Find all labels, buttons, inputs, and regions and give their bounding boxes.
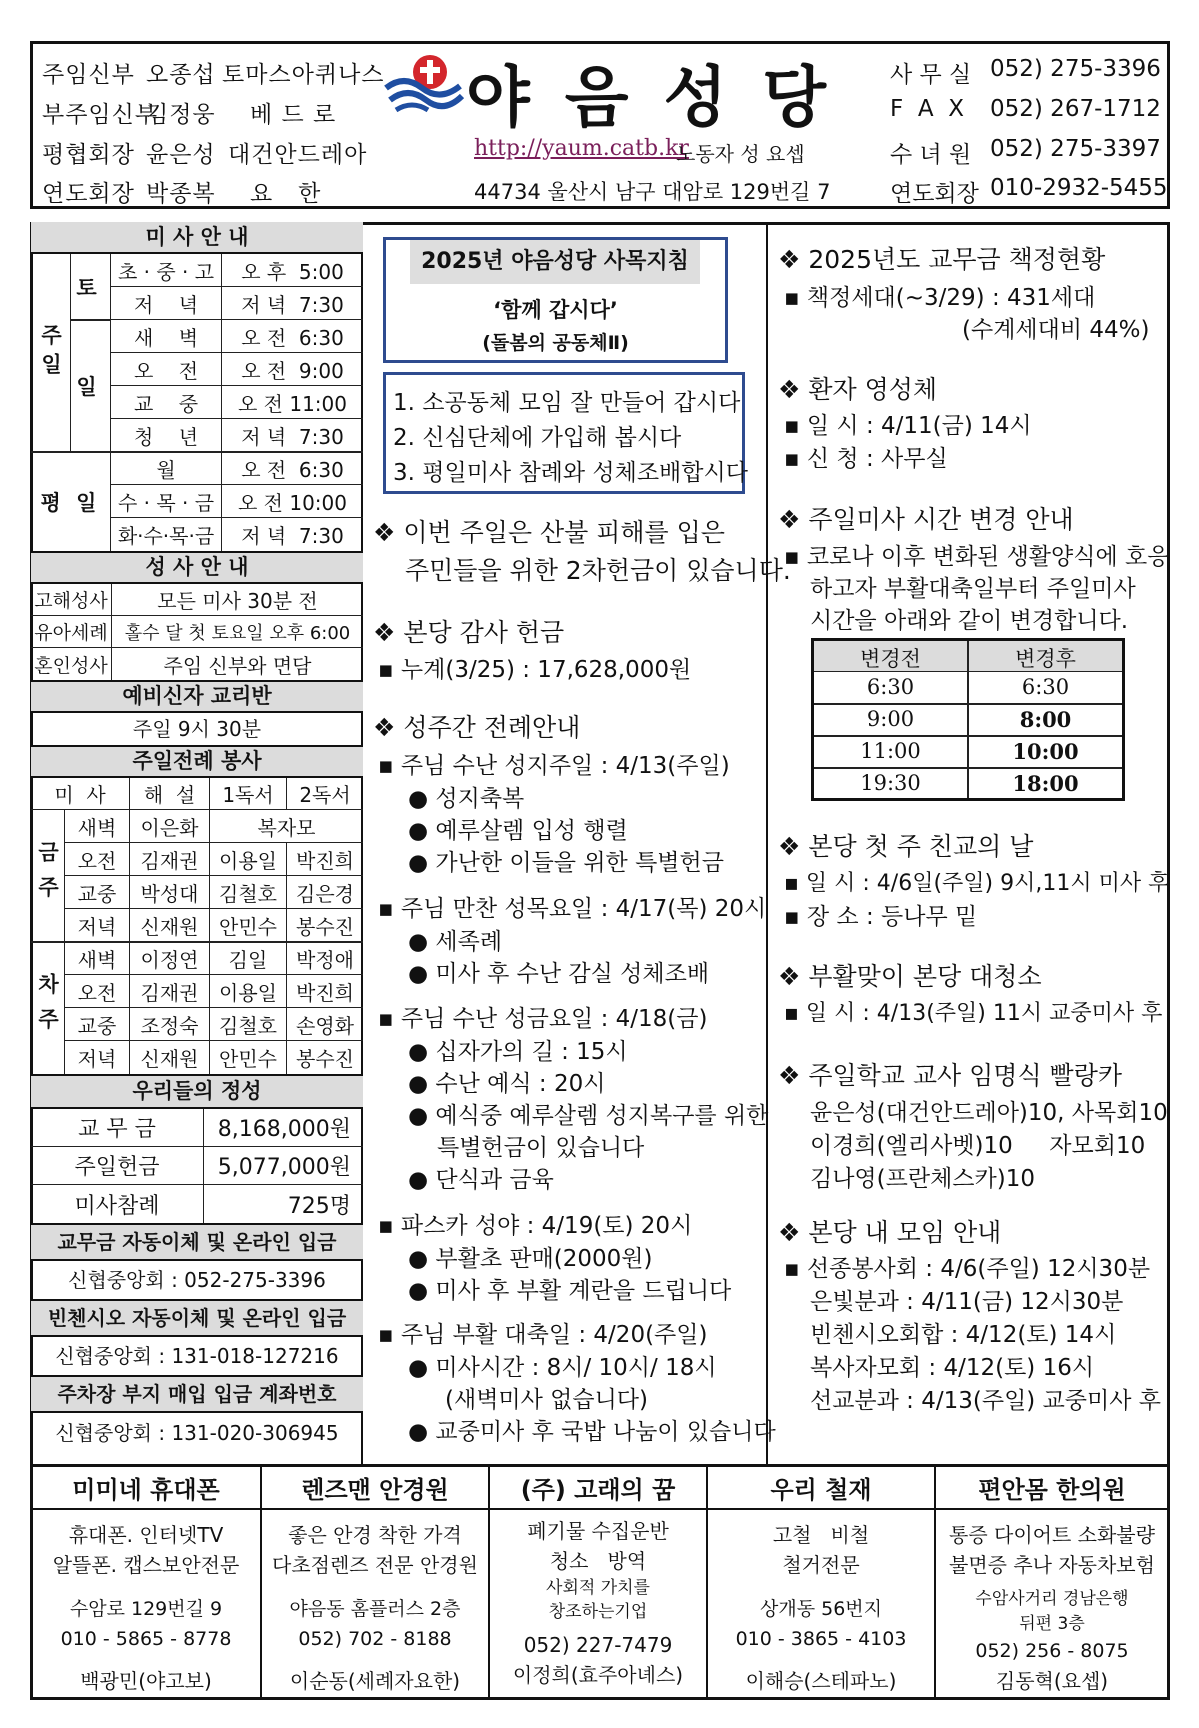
mass-group: 교 중 (133, 391, 199, 416)
mass-group: 오 전 (133, 358, 199, 383)
mass-row (111, 485, 363, 518)
time-before: 6:30 (866, 675, 915, 699)
section-title: ❖ 주일학교 교사 임명식 빨랑카 (778, 1061, 1123, 1090)
section-title-text: 환자 영성체 (808, 375, 938, 404)
service-reader1: 이용일 (209, 975, 286, 1007)
subitem-text: 특별헌금이 있습니다 (437, 1135, 645, 1161)
section-header: 예비신자 교리반 (31, 680, 363, 713)
mass-time: 저 녁 7:30 (221, 419, 363, 451)
fellowship-item: ▪ 일 시 : 4/6일(주일) 9시,11시 미사 후 (784, 871, 1170, 896)
bank-account: 신협중앙회 : 131-020-306945 (55, 1421, 339, 1445)
thanks-total: ▪ 누계(3/25) : 17,628,000원 (378, 657, 692, 683)
liturgy-subitem: ● 미사시간 : 8시/ 10시/ 18시 (408, 1355, 717, 1381)
ad-line: 통증 다이어트 소화불량 (949, 1523, 1155, 1547)
service-mass: 새벽 (77, 815, 117, 840)
offering-row (31, 1147, 363, 1185)
subitem-text: 예루살렘 입성 행렬 (435, 818, 628, 844)
liturgy-text: 파스카 성야 : 4/19(토) 20시 (400, 1213, 693, 1239)
service-reader2: 손영화 (286, 1008, 363, 1040)
service-commentator: 신재원 (129, 1041, 209, 1074)
section-title: ❖ 2025년도 교무금 책정현황 (778, 245, 1106, 274)
service-reader1: 김철호 (209, 1008, 286, 1040)
section-title: ❖ 본당 첫 주 친교의 날 (778, 832, 1034, 861)
liturgy-text: 주님 만찬 성목요일 : 4/17(목) 20시 (400, 896, 767, 922)
section-title-text: 본당 첫 주 친교의 날 (808, 832, 1034, 861)
service-reader1: 김철호 (209, 876, 286, 908)
teacher-line: 김나영(프란체스카)10 (810, 1166, 1035, 1192)
ad-phone: 052) 702 - 8188 (298, 1628, 452, 1650)
service-commentator: 박성대 (129, 876, 209, 908)
liturgy-item: ▪ 주님 부활 대축일 : 4/20(주일) (378, 1322, 708, 1348)
section-header: 우리들의 정성 (31, 1074, 363, 1109)
subitem-text: 수난 예식 : 20시 (435, 1071, 606, 1097)
sick-item: ▪ 신 청 : 사무실 (784, 446, 948, 472)
staff-baptism: 대건안드레아 (228, 142, 368, 168)
ad-owner: 이정희(효주아녜스) (512, 1663, 684, 1687)
time-before: 11:00 (860, 739, 921, 763)
service-commentator: 김재권 (129, 975, 209, 1007)
service-mass: 교중 (77, 881, 117, 906)
ad-line: 창조하는기업 (548, 1602, 648, 1622)
liturgy-subitem: ● 성지축복 (408, 786, 525, 812)
liturgy-subitem: ● 수난 예식 : 20시 (408, 1071, 606, 1097)
goal-item: 1. 소공동체 모임 잘 만들어 갑시다 (393, 390, 741, 416)
time-after: 10:00 (1012, 739, 1079, 764)
time-after: 8:00 (1019, 707, 1072, 732)
contact-value: 010-2932-5455 (990, 175, 1168, 201)
ad-steel (708, 1466, 936, 1698)
mass-row (111, 419, 363, 452)
service-row (65, 909, 363, 942)
service-mass: 오전 (77, 848, 117, 873)
section-header: 주일전례 봉사 (31, 745, 363, 778)
ad-title: 편안몸 한의원 (936, 1466, 1168, 1510)
parish-title: 야 음 성 당 (466, 59, 832, 136)
fellowship-item: ▪ 장 소 : 등나무 밑 (784, 904, 978, 930)
weekday-label: 평 일 (31, 452, 111, 551)
mass-time: 오 전 10:00 (221, 485, 363, 517)
service-row (65, 843, 363, 876)
section-header: 빈첸시오 자동이체 및 온라인 입금 (31, 1299, 363, 1337)
service-mass: 저녁 (77, 1047, 117, 1071)
sacrament-desc: 홀수 달 첫 토요일 오후 6:00 (111, 616, 363, 647)
offering-row (31, 1185, 363, 1223)
change-desc-text: 코로나 이후 변화된 생활양식에 호응 (806, 544, 1170, 570)
service-reader1: 복자모 (209, 810, 363, 842)
mass-time: 오 전 6:30 (221, 320, 363, 352)
offering-name: 미사참례 (74, 1193, 160, 1219)
offering-value: 725명 (203, 1185, 363, 1223)
mass-group: 초 · 중 · 고 (117, 259, 215, 284)
ad-line: 다초점렌즈 전문 안경원 (272, 1553, 478, 1577)
contact-value: 052) 275-3396 (990, 56, 1161, 82)
section-title-text: 주일미사 시간 변경 안내 (808, 505, 1074, 534)
service-reader2: 김은경 (286, 876, 363, 908)
sick-item: ▪ 일 시 : 4/11(금) 14시 (784, 413, 1032, 439)
ad-line: 청소 방역 (549, 1549, 647, 1573)
mass-row (111, 287, 363, 320)
mass-row (111, 452, 363, 485)
subitem-text: 십자가의 길 : 15시 (435, 1039, 628, 1065)
section-header: 주차장 부지 매입 입금 계좌번호 (31, 1375, 363, 1413)
subitem-text: 부활초 판매(2000원) (435, 1246, 653, 1272)
service-reader2: 봉수진 (286, 909, 363, 941)
meeting-text: 선종봉사회 : 4/6(주일) 12시30분 (806, 1256, 1151, 1282)
service-commentator: 신재원 (129, 909, 209, 941)
service-commentator: 이정연 (129, 942, 209, 974)
ad-line: 폐기물 수집운반 (527, 1519, 669, 1543)
meeting-text: 은빛분과 : 4/11(금) 12시30분 (810, 1289, 1124, 1315)
bank-account: 신협중앙회 : 052-275-3396 (68, 1268, 326, 1292)
goal-item: 2. 신심단체에 가입해 봅시다 (393, 425, 682, 451)
parish-logo-icon (382, 52, 464, 116)
contact-value: 052) 267-1712 (990, 96, 1161, 122)
liturgy-subitem: ● 교중미사 후 국밥 나눔이 있습니다 (408, 1419, 776, 1445)
section-title: ❖ 부활맞이 본당 대청소 (778, 962, 1042, 991)
sunday-day-label: 일 (71, 320, 111, 452)
staff-role: 평협회장 (42, 142, 135, 168)
ad-address: 상개동 56번지 (760, 1598, 882, 1620)
mass-group: 화·수·목·금 (117, 524, 215, 548)
liturgy-subitem: ● 미사 후 부활 계란을 드립니다 (408, 1278, 732, 1304)
service-reader1: 안민수 (209, 909, 286, 941)
contact-label: F A X (890, 96, 964, 122)
mass-row (111, 320, 363, 353)
liturgy-item: ▪ 주님 만찬 성목요일 : 4/17(목) 20시 (378, 896, 767, 922)
mass-group: 청 년 (133, 424, 199, 449)
liturgy-subitem: ● 예식중 예루살렘 성지복구를 위한 (408, 1103, 769, 1129)
subitem-text: 세족례 (435, 929, 503, 955)
service-reader2: 박정애 (286, 942, 363, 974)
contact-label: 연도회장 (890, 181, 979, 207)
sacrament-row (31, 648, 363, 680)
column-divider (766, 222, 768, 1466)
subitem-text: 미사 후 부활 계란을 드립니다 (435, 1278, 732, 1304)
staff-baptism: 토마스아퀴나스 (222, 62, 385, 88)
service-row (65, 1008, 363, 1041)
service-reader2: 박진희 (286, 975, 363, 1007)
mass-group: 수 · 목 · 금 (117, 490, 215, 515)
column-header: 해 설 (129, 778, 209, 809)
this-week-label: 금주 (31, 810, 65, 942)
ad-whale-dream (490, 1466, 708, 1698)
liturgy-subitem: ● 세족례 (408, 929, 503, 955)
ad-address: 수암로 129번길 9 (69, 1598, 223, 1620)
service-reader2: 박진희 (286, 843, 363, 875)
liturgy-subitem: ● 단식과 금육 (408, 1167, 554, 1193)
time-change-table (811, 638, 1125, 801)
pastoral-sub: (돌봄의 공동체Ⅱ) (482, 332, 629, 354)
liturgy-text: 주님 수난 성금요일 : 4/18(금) (400, 1006, 708, 1032)
saturday-label: 토 (71, 254, 111, 320)
ad-title: 미미네 휴대폰 (32, 1466, 260, 1510)
service-mass: 저녁 (77, 914, 117, 939)
mass-row (111, 386, 363, 419)
dues-text: 책정세대(~3/29) : 431세대 (806, 285, 1096, 311)
time-before: 19:30 (860, 771, 921, 795)
contact-value: 052) 275-3397 (990, 136, 1161, 162)
mass-time: 저 녁 7:30 (221, 287, 363, 319)
patron-saint: 노동자 성 요셉 (676, 142, 805, 166)
subitem-text: 가난한 이들을 위한 특별헌금 (435, 850, 724, 876)
service-commentator: 김재권 (129, 843, 209, 875)
mass-time: 오 후 5:00 (221, 254, 363, 286)
ad-owner: 이해승(스테파노) (745, 1669, 897, 1693)
ad-owner: 백광민(야고보) (80, 1669, 212, 1693)
table-header: 변경후 (1015, 647, 1076, 671)
sacrament-desc: 모든 미사 30분 전 (111, 584, 363, 615)
ad-line: 철거전문 (782, 1553, 860, 1577)
change-desc-text: 하고자 부활대축일부터 주일미사 (810, 576, 1136, 602)
column-header: 2독서 (286, 778, 363, 809)
subitem-text: 교중미사 후 국밥 나눔이 있습니다 (435, 1419, 776, 1445)
teacher-line: 윤은성(대건안드레아)10, 사목회10 (810, 1100, 1168, 1126)
teacher-line: 이경희(엘리사벳)10 자모회10 (810, 1133, 1146, 1159)
section-title: ❖ 본당 감사 헌금 (373, 618, 565, 647)
staff-role: 부주임신부 (42, 102, 159, 128)
ad-line: 불면증 추나 자동차보험 (949, 1553, 1155, 1577)
change-desc-text: 시간을 아래와 같이 변경합니다. (810, 608, 1129, 634)
ad-owner: 김동혁(요셉) (995, 1669, 1109, 1693)
pastoral-guide-title: 2025년 야음성당 사목지침 (410, 240, 700, 284)
liturgy-subitem: ● 미사 후 수난 감실 성체조배 (408, 961, 710, 987)
section-title: ❖ 본당 내 모임 안내 (778, 1218, 1002, 1247)
subitem-text: 예식중 예루살렘 성지복구를 위한 (435, 1103, 769, 1129)
sacrament-name: 고해성사 (34, 590, 108, 612)
subitem-text: (새벽미사 없습니다) (445, 1387, 649, 1413)
meeting-text: 복사자모회 : 4/12(토) 16시 (810, 1355, 1095, 1381)
fellowship-text: 일 시 : 4/6일(주일) 9시,11시 미사 후 (805, 871, 1170, 896)
section-title-text: 성주간 전례안내 (403, 713, 581, 742)
liturgy-item: ▪ 주님 수난 성금요일 : 4/18(금) (378, 1006, 708, 1032)
staff-role: 주임신부 (42, 62, 135, 88)
service-reader1: 이용일 (209, 843, 286, 875)
section-title: ❖ 성주간 전례안내 (373, 713, 581, 742)
sunday-label: 주일 (31, 254, 71, 452)
section-title: ❖ 환자 영성체 (778, 375, 938, 404)
subitem-text: 미사 후 수난 감실 성체조배 (435, 961, 710, 987)
liturgy-item: ▪ 파스카 성야 : 4/19(토) 20시 (378, 1213, 693, 1239)
service-mass: 교중 (77, 1013, 117, 1038)
sacrament-desc: 주임 신부와 면담 (111, 648, 363, 680)
section-title: ❖ 주일미사 시간 변경 안내 (778, 505, 1074, 534)
section-title-text: 2025년도 교무금 책정현황 (808, 245, 1106, 274)
time-before: 9:00 (866, 707, 915, 731)
ad-phone: 052) 256 - 8075 (975, 1640, 1129, 1662)
service-reader1: 김일 (209, 942, 286, 974)
service-commentator: 이은화 (129, 810, 209, 842)
table-header: 변경전 (860, 647, 921, 671)
liturgy-item: ▪ 주님 수난 성지주일 : 4/13(주일) (378, 753, 730, 779)
service-mass: 오전 (77, 980, 117, 1005)
service-commentator: 조정숙 (129, 1008, 209, 1040)
time-after: 18:00 (1012, 771, 1079, 796)
section-title-text: 본당 감사 헌금 (403, 618, 565, 647)
service-row (65, 876, 363, 909)
liturgy-text: 주님 수난 성지주일 : 4/13(주일) (400, 753, 730, 779)
ad-address: 뒤편 3층 (1019, 1614, 1085, 1634)
contact-label: 수 녀 원 (890, 142, 972, 168)
staff-name: 박종복 (146, 181, 216, 207)
collection-line: 주민들을 위한 2차헌금이 있습니다. (405, 556, 791, 585)
mass-time: 오 전 11:00 (221, 386, 363, 418)
liturgy-subitem: ● 예루살렘 입성 행렬 (408, 818, 628, 844)
subitem-text: 단식과 금육 (435, 1167, 554, 1193)
ad-phone: 010 - 3865 - 4103 (735, 1628, 907, 1650)
sacrament-name: 혼인성사 (34, 654, 108, 677)
service-header-row (31, 778, 363, 810)
staff-name: 오종섭 (146, 62, 216, 88)
service-row (65, 942, 363, 975)
service-reader1: 안민수 (209, 1041, 286, 1074)
mass-row (111, 254, 363, 287)
mass-time: 오 전 9:00 (221, 353, 363, 385)
fellowship-text: 장 소 : 등나무 밑 (806, 904, 978, 930)
ad-line: 좋은 안경 착한 가격 (288, 1523, 462, 1547)
time-after: 6:30 (1021, 675, 1070, 699)
meeting-text: 빈첸시오회합 : 4/12(토) 14시 (810, 1322, 1117, 1348)
column-header: 1독서 (209, 778, 286, 809)
website-link[interactable]: http://yaum.catb.kr (474, 136, 689, 161)
ad-address: 야음동 홈플러스 2층 (289, 1598, 461, 1620)
column-header: 미 사 (54, 783, 106, 807)
ad-line: 사회적 가치를 (546, 1578, 650, 1598)
offering-row (31, 1109, 363, 1147)
offering-value: 8,168,000원 (203, 1109, 363, 1146)
section-title-text: 주일학교 교사 임명식 빨랑카 (808, 1061, 1123, 1090)
ad-title: 우리 철재 (708, 1466, 934, 1510)
contact-label: 사 무 실 (890, 62, 972, 88)
sacrament-name: 유아세례 (34, 622, 108, 644)
section-header: 교무금 자동이체 및 온라인 입금 (31, 1223, 363, 1261)
liturgy-subitem: ● 부활초 판매(2000원) (408, 1246, 653, 1272)
subitem-text: 미사시간 : 8시/ 10시/ 18시 (435, 1355, 717, 1381)
mass-group: 월 (156, 457, 176, 482)
mass-time: 오 전 6:30 (221, 452, 363, 484)
ad-title: 렌즈맨 안경원 (262, 1466, 488, 1510)
thanks-value: 누계(3/25) : 17,628,000원 (400, 657, 692, 683)
ad-optician (262, 1466, 490, 1698)
change-desc: ▪ 코로나 이후 변화된 생활양식에 호응 (784, 544, 1170, 570)
staff-role: 연도회장 (42, 181, 135, 207)
cleaning-text: 일 시 : 4/13(주일) 11시 교중미사 후 (805, 1001, 1163, 1026)
next-week-label: 차주 (31, 942, 65, 1074)
offering-name: 교 무 금 (78, 1117, 156, 1142)
service-row (65, 810, 363, 843)
mass-row (111, 518, 363, 551)
staff-baptism: 요 한 (250, 181, 322, 207)
section-header: 성 사 안 내 (31, 551, 363, 584)
offering-value: 5,077,000원 (203, 1147, 363, 1184)
sacrament-row (31, 616, 363, 648)
mass-time: 저 녁 7:30 (221, 518, 363, 551)
ad-line: 고철 비철 (772, 1523, 870, 1547)
mass-row (111, 353, 363, 386)
sick-text: 신 청 : 사무실 (806, 446, 948, 472)
meeting-item: ▪ 선종봉사회 : 4/6(주일) 12시30분 (784, 1256, 1151, 1282)
ad-phone: 052) 227-7479 (523, 1633, 673, 1657)
section-header: 미 사 안 내 (31, 222, 363, 254)
collection-notice: ❖ 이번 주일은 산불 피해를 입은 (373, 518, 725, 547)
liturgy-subitem: ● 십자가의 길 : 15시 (408, 1039, 628, 1065)
collection-line: 이번 주일은 산불 피해를 입은 (403, 518, 725, 547)
subitem-text: 성지축복 (435, 786, 525, 812)
liturgy-text: 주님 부활 대축일 : 4/20(주일) (400, 1322, 708, 1348)
staff-name: 윤은성 (146, 142, 216, 168)
liturgy-subitem: ● 가난한 이들을 위한 특별헌금 (408, 850, 724, 876)
ad-clinic (936, 1466, 1168, 1698)
sacrament-row (31, 584, 363, 616)
mass-group: 저 녁 (133, 292, 199, 317)
service-row (65, 975, 363, 1008)
ad-address: 수암사거리 경남은행 (975, 1589, 1129, 1609)
service-mass: 새벽 (77, 947, 117, 972)
pastoral-motto: ‘함께 갑시다’ (493, 298, 618, 322)
ad-phone-shop (32, 1466, 262, 1698)
goal-item: 3. 평일미사 참례와 성체조배합시다 (393, 460, 748, 486)
ad-owner: 이순동(세례자요한) (289, 1669, 461, 1693)
staff-name: 김정웅 (146, 102, 216, 128)
catechumen-time: 주일 9시 30분 (132, 717, 262, 741)
ad-line: 알뜰폰. 캡스보안전문 (52, 1553, 240, 1577)
cleaning-item: ▪ 일 시 : 4/13(주일) 11시 교중미사 후 (784, 1001, 1163, 1026)
parish-address: 44734 울산시 남구 대암로 129번길 7 (474, 180, 831, 204)
dues-ratio: (수계세대비 44%) (962, 317, 1150, 343)
service-reader2: 봉수진 (286, 1041, 363, 1074)
meeting-text: 선교분과 : 4/13(주일) 교중미사 후 (810, 1388, 1161, 1414)
dues-item: ▪ 책정세대(~3/29) : 431세대 (784, 285, 1096, 311)
ad-line: 휴대폰. 인터넷TV (68, 1523, 224, 1547)
section-title-text: 본당 내 모임 안내 (808, 1218, 1002, 1247)
service-row (65, 1041, 363, 1074)
ad-phone: 010 - 5865 - 8778 (60, 1628, 232, 1650)
mass-group: 새 벽 (133, 325, 199, 350)
ad-title: (주) 고래의 꿈 (490, 1466, 706, 1510)
bank-account: 신협중앙회 : 131-018-127216 (55, 1344, 339, 1368)
offering-name: 주일헌금 (74, 1155, 160, 1180)
staff-baptism: 베 드 로 (250, 102, 337, 128)
sick-text: 일 시 : 4/11(금) 14시 (806, 413, 1032, 439)
section-title-text: 부활맞이 본당 대청소 (808, 962, 1042, 991)
